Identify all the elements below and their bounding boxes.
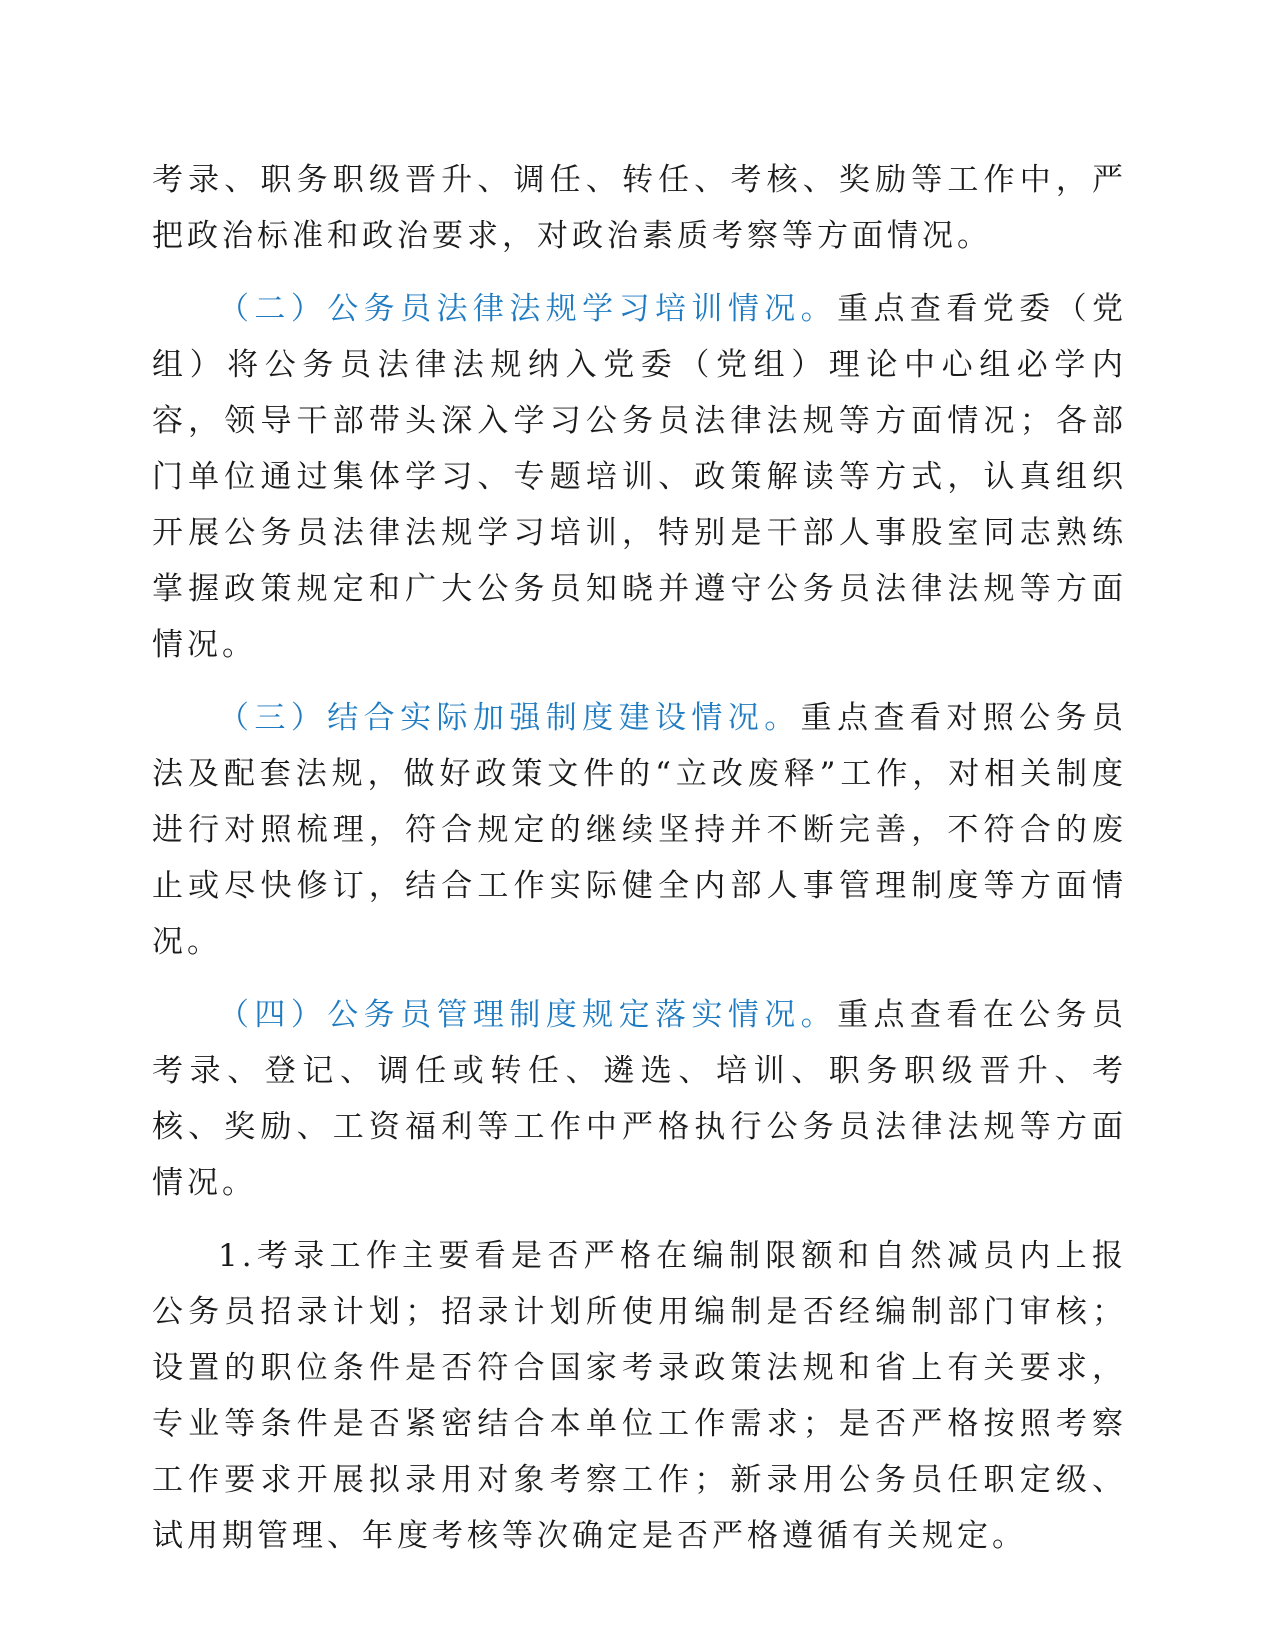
paragraph-text: 考录、职务职级晋升、调任、转任、考核、奖励等工作中，严把政治标准和政治要求，对政治素质考察等方面情况。 xyxy=(152,162,1127,254)
paragraph-section-4 xyxy=(152,987,1127,1211)
section-heading: （三）结合实际加强制度建设情况。 xyxy=(218,700,801,736)
paragraph-text: 重点查看党委（党组）将公务员法律法规纳入党委（党组）理论中心组必学内容，领导干部带头深入学习公务员法律法规等方面情况；各部门单位通过集体学习、专题培训、政策解读等方式，认真组织开展公务员法律法规学习培训，特别是干部人事股室同志熟练掌握政策规定和广大公务员知晓并遵守公务员法律法规等方面情况。 xyxy=(152,291,1128,663)
paragraph-continuation xyxy=(152,152,1127,264)
paragraph-item-1 xyxy=(152,1228,1127,1564)
paragraph-section-2 xyxy=(152,281,1127,673)
document-body xyxy=(152,152,1127,1564)
paragraph-section-3 xyxy=(152,690,1127,970)
paragraph-text: 1.考录工作主要看是否严格在编制限额和自然减员内上报公务员招录计划；招录计划所使用编制是否经编制部门审核；设置的职位条件是否符合国家考录政策法规和省上有关要求，专业等条件是否紧密结合本单位工作需求；是否严格按照考察工作要求开展拟录用对象考察工作；新录用公务员任职定级、试用期管理、年度考核等次确定是否严格遵循有关规定。 xyxy=(152,1238,1127,1554)
section-heading: （四）公务员管理制度规定落实情况。 xyxy=(218,997,838,1033)
section-heading: （二）公务员法律法规学习培训情况。 xyxy=(218,291,838,327)
paragraph-text: 重点查看对照公务员法及配套法规，做好政策文件的“立改废释”工作，对相关制度进行对照梳理，符合规定的继续坚持并不断完善，不符合的废止或尽快修订，结合工作实际健全内部人事管理制度等方面情况。 xyxy=(152,700,1128,960)
paragraph-text: 重点查看在公务员考录、登记、调任或转任、遴选、培训、职务职级晋升、考核、奖励、工资福利等工作中严格执行公务员法律法规等方面情况。 xyxy=(152,997,1128,1201)
